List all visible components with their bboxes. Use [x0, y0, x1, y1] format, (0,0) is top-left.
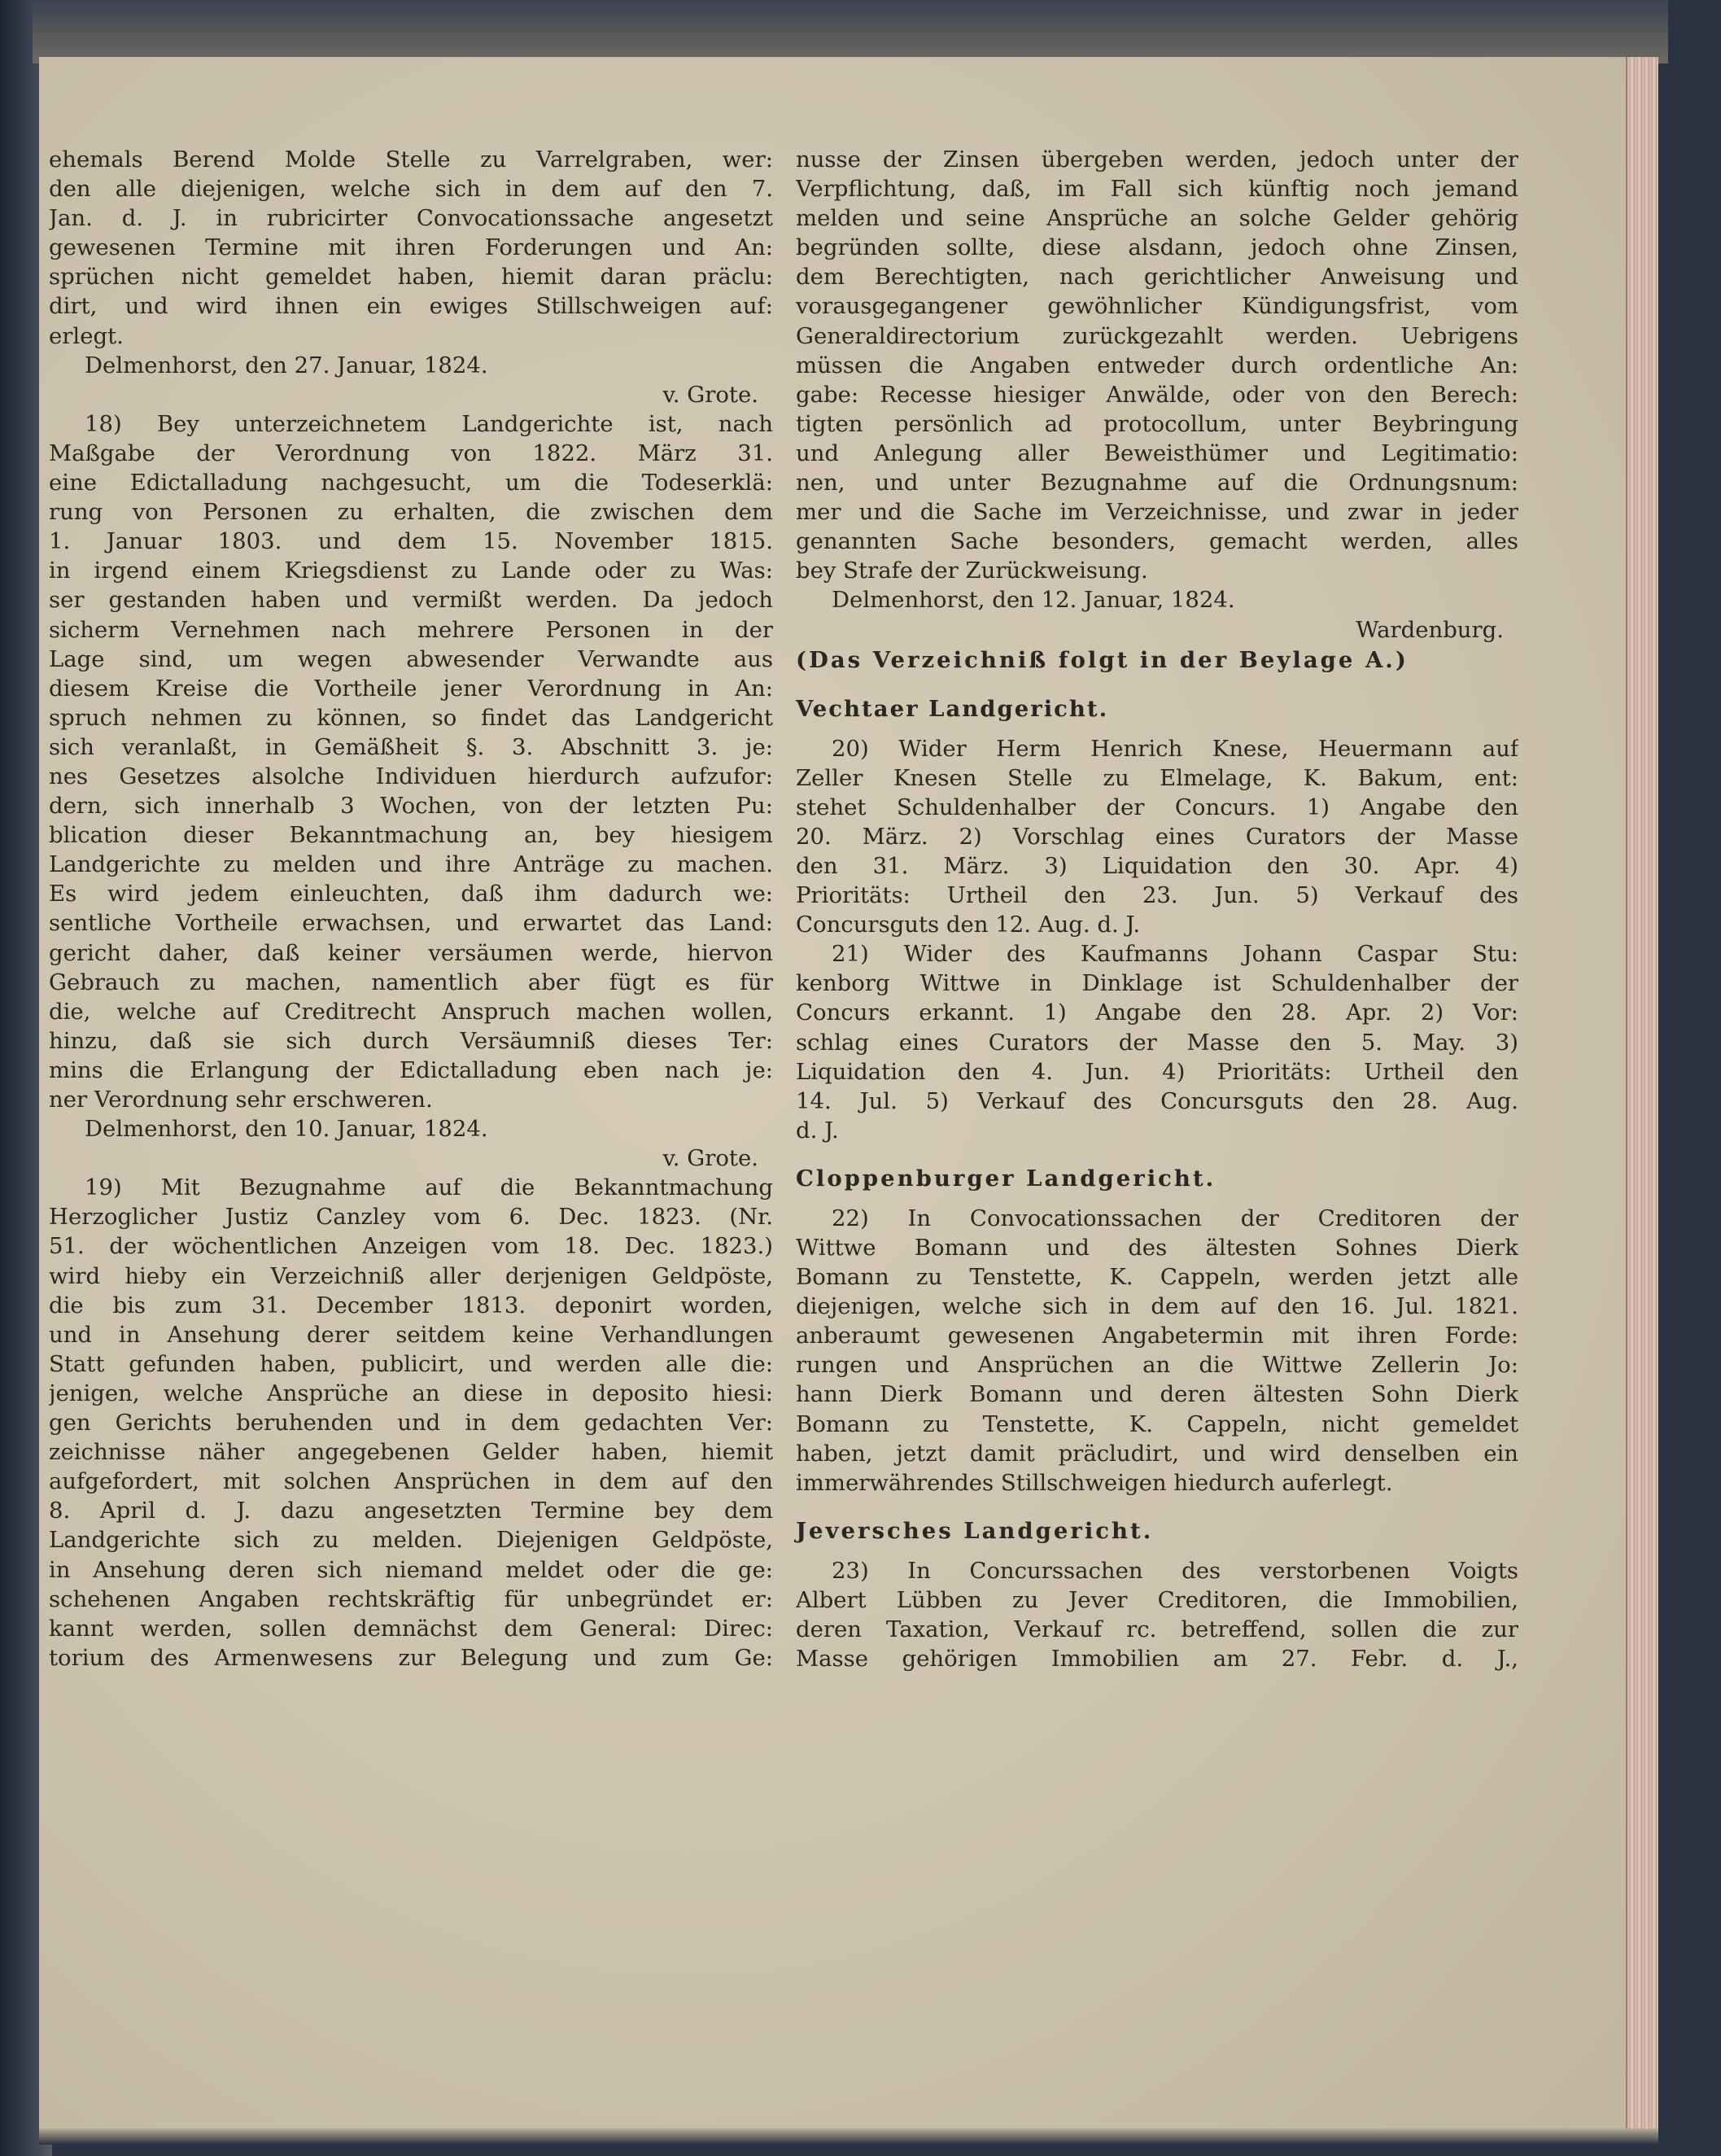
text-line: in Ansehung deren sich niemand meldet oder die ge:	[49, 1556, 773, 1583]
text-line: ehemals Berend Molde Stelle zu Varrelgraben, wer:	[49, 147, 773, 173]
text-line: Gebrauch zu machen, namentlich aber fügt es für	[49, 969, 773, 995]
place-date: Delmenhorst, den 27. Januar, 1824.	[85, 352, 488, 378]
text-line: 20. März. 2) Vorschlag eines Curators der Masse	[796, 823, 1518, 850]
text-line: melden und seine Ansprüche an solche Gelder gehörig	[796, 205, 1518, 232]
text-line: 20) Wider Herm Henrich Knese, Heuermann auf	[832, 735, 1518, 762]
text-line: diesem Kreise die Vortheile jener Verordnung in An:	[49, 675, 773, 702]
text-line: 21) Wider des Kaufmanns Johann Caspar Stu:	[832, 941, 1518, 968]
text-line: Bomann zu Tenstette, K. Cappeln, werden jetzt alle	[796, 1264, 1518, 1291]
text-line: 14. Jul. 5) Verkauf des Concursguts den 28. Aug.	[796, 1087, 1518, 1114]
text-line: mer und die Sache im Verzeichnisse, und zwar in jeder	[796, 499, 1518, 526]
text-line: müssen die Angaben entweder durch ordentliche An:	[796, 352, 1518, 378]
text-line: gewesenen Termine mit ihren Forderungen und An:	[49, 234, 773, 261]
text-line: Concursguts den 12. Aug. d. J.	[796, 912, 1141, 938]
text-line: erlegt.	[49, 322, 124, 349]
text-line: hinzu, daß sie sich durch Versäumniß dieses Ter:	[49, 1027, 773, 1054]
text-line: 1. Januar 1803. und dem 15. November 1815.	[49, 528, 773, 555]
text-line: aufgefordert, mit solchen Ansprüchen in dem auf den	[49, 1468, 773, 1495]
text-line: gericht daher, daß keiner versäumen werde, hiervon	[49, 939, 773, 966]
text-line: 22) In Convocationssachen der Creditoren der	[832, 1205, 1518, 1231]
text-line: rungen und Ansprüchen an die Wittwe Zellerin Jo:	[796, 1352, 1518, 1379]
text-line: d. J.	[796, 1117, 839, 1144]
text-line: kenborg Wittwe in Dinklage ist Schuldenhalber der	[796, 970, 1518, 997]
spacer	[796, 1546, 1518, 1556]
text-line: Albert Lübben zu Jever Creditoren, die Immobilien,	[796, 1586, 1518, 1613]
text-line: immerwährendes Stillschweigen hiedurch auferlegt.	[796, 1469, 1393, 1496]
place-date: Delmenhorst, den 12. Januar, 1824.	[832, 587, 1235, 614]
text-line: kannt werden, sollen demnächst dem General: Direc:	[49, 1615, 773, 1642]
paragraph-21	[796, 939, 1518, 1145]
document-page	[39, 57, 1658, 2145]
scan-background-top	[33, 0, 1668, 63]
spacer	[796, 724, 1518, 734]
spacer	[796, 1145, 1518, 1163]
text-line: Jan. d. J. in rubricirter Convocationssache angesetzt	[49, 205, 773, 232]
text-line: 8. April d. J. dazu angesetzten Termine bey dem	[49, 1498, 773, 1524]
text-line: schehenen Angaben rechtskräftig für unbegründet er:	[49, 1585, 773, 1612]
text-line: wird hieby ein Verzeichniß aller derjenigen Geldpöste,	[49, 1262, 773, 1289]
text-line: gen Gerichts beruhenden und in dem gedachten Ver:	[49, 1410, 773, 1437]
text-line: Landgerichte zu melden und ihre Anträge zu machen.	[49, 851, 773, 878]
text-line: ser gestanden haben und vermißt werden. Da jedoch	[49, 587, 773, 614]
text-line: und Anlegung aller Beweisthümer und Legitimatio:	[796, 440, 1518, 466]
text-line: sicherm Vernehmen nach mehrere Personen in der	[49, 616, 773, 643]
text-line: und in Ansehung derer seitdem keine Verhandlungen	[49, 1321, 773, 1348]
text-line: Wittwe Bomann und des ältesten Sohnes Dierk	[796, 1235, 1518, 1261]
text-line: den alle diejenigen, welche sich in dem auf den 7.	[49, 176, 773, 203]
spacer	[796, 676, 1518, 693]
page-bottom-edge	[39, 2128, 1658, 2145]
left-column	[49, 145, 773, 1673]
text-line: nes Gesetzes alsolche Individuen hierdurch aufzufor:	[49, 763, 773, 789]
page-edges	[1626, 57, 1658, 2145]
text-line: genannten Sache besonders, gemacht werden, alles	[796, 528, 1518, 555]
text-line: vorausgegangener gewöhnlicher Kündigungsfrist, vom	[796, 293, 1518, 320]
section-heading-cloppenburg: Cloppenburger Landgericht.	[796, 1165, 1216, 1192]
text-line: Maßgabe der Verordnung von 1822. März 31.	[49, 440, 773, 466]
right-column	[796, 145, 1518, 1673]
text-line: Liquidation den 4. Jun. 4) Prioritäts: Urtheil den	[796, 1058, 1518, 1085]
paragraph-18	[49, 409, 773, 1173]
text-line: bey Strafe der Zurückweisung.	[796, 558, 1148, 584]
spacer	[796, 1498, 1518, 1515]
paragraph-22	[796, 1204, 1518, 1498]
text-line: zeichnisse näher angegebenen Gelder haben, hiemit	[49, 1439, 773, 1466]
section-heading-vechta: Vechtaer Landgericht.	[796, 695, 1109, 722]
text-line: dem Berechtigten, nach gerichtlicher Anweisung und	[796, 264, 1518, 291]
text-line: begründen sollte, diese alsdann, jedoch ohne Zinsen,	[796, 234, 1518, 261]
signature: v. Grote.	[662, 381, 758, 408]
text-line: 23) In Concurssachen des verstorbenen Voigts	[832, 1557, 1518, 1584]
text-line: anberaumt gewesenen Angabetermin mit ihren Forde:	[796, 1323, 1518, 1349]
text-line: rung von Personen zu erhalten, die zwischen dem	[49, 499, 773, 526]
text-line: Es wird jedem einleuchten, daß ihm dadurch we:	[49, 881, 773, 907]
attachment-note: (Das Verzeichniß folgt in der Beylage A.)	[796, 646, 1409, 673]
text-line: Herzoglicher Justiz Canzley vom 6. Dec. 1823. (Nr.	[49, 1204, 773, 1231]
text-line: 18) Bey unterzeichnetem Landgerichte ist, nach	[85, 410, 773, 437]
section-heading-jever: Jeversches Landgericht.	[796, 1517, 1154, 1544]
text-line: haben, jetzt damit präcludirt, und wird denselben ein	[796, 1440, 1518, 1467]
text-line: nusse der Zinsen übergeben werden, jedoch unter der	[796, 147, 1518, 173]
text-line: torium des Armenwesens zur Belegung und zum Ge:	[49, 1644, 773, 1671]
signature: v. Grote.	[662, 1145, 758, 1172]
text-line: 19) Mit Bezugnahme auf die Bekanntmachung	[85, 1174, 773, 1201]
paragraph-continuation	[49, 145, 773, 409]
signature: Wardenburg.	[1356, 616, 1504, 643]
text-line: in irgend einem Kriegsdienst zu Lande oder zu Was:	[49, 558, 773, 584]
text-line: Masse gehörigen Immobilien am 27. Febr. d. J.,	[796, 1646, 1518, 1673]
text-line: nen, und unter Bezugnahme auf die Ordnungsnum:	[796, 470, 1518, 496]
text-line: den 31. März. 3) Liquidation den 30. Apr. 4)	[796, 852, 1518, 879]
text-line: sprüchen nicht gemeldet haben, hiemit daran präclu:	[49, 264, 773, 291]
text-line: Landgerichte sich zu melden. Diejenigen Geldpöste,	[49, 1527, 773, 1554]
text-line: Lage sind, um wegen abwesender Verwandte aus	[49, 645, 773, 672]
text-line: die bis zum 31. December 1813. deponirt worden,	[49, 1292, 773, 1319]
text-line: Verpflichtung, daß, im Fall sich künftig noch jemand	[796, 176, 1518, 203]
text-line: stehet Schuldenhalber der Concurs. 1) Angabe den	[796, 794, 1518, 820]
text-line: schlag eines Curators der Masse den 5. May. 3)	[796, 1029, 1518, 1056]
text-line: sich veranlaßt, in Gemäßheit §. 3. Abschnitt 3. je:	[49, 733, 773, 760]
text-line: Prioritäts: Urtheil den 23. Jun. 5) Verkauf des	[796, 882, 1518, 909]
text-line: Concurs erkannt. 1) Angabe den 28. Apr. 2) Vor:	[796, 999, 1518, 1026]
text-line: deren Taxation, Verkauf rc. betreffend, sollen die zur	[796, 1616, 1518, 1643]
text-line: tigten persönlich ad protocollum, unter Beybringung	[796, 410, 1518, 437]
paragraph-19	[49, 1173, 773, 1673]
text-line: dirt, und wird ihnen ein ewiges Stillschweigen auf:	[49, 293, 773, 320]
paragraph-20	[796, 734, 1518, 940]
paragraph-23	[796, 1556, 1518, 1673]
text-line: spruch nehmen zu können, so findet das Landgericht	[49, 704, 773, 731]
paragraph-continuation	[796, 145, 1518, 676]
place-date: Delmenhorst, den 10. Januar, 1824.	[85, 1116, 488, 1143]
text-line: die, welche auf Creditrecht Anspruch machen wollen,	[49, 998, 773, 1025]
text-line: 51. der wöchentlichen Anzeigen vom 18. Dec. 1823.)	[49, 1233, 773, 1260]
text-line: gabe: Recesse hiesiger Anwälde, oder von den Berech:	[796, 381, 1518, 408]
spacer	[796, 1194, 1518, 1204]
text-line: Zeller Knesen Stelle zu Elmelage, K. Bakum, ent:	[796, 764, 1518, 791]
text-line: jenigen, welche Ansprüche an diese in deposito hiesi:	[49, 1380, 773, 1406]
text-line: eine Edictalladung nachgesucht, um die Todeserklä:	[49, 470, 773, 496]
text-line: Bomann zu Tenstette, K. Cappeln, nicht gemeldet	[796, 1410, 1518, 1437]
text-line: Generaldirectorium zurückgezahlt werden. Uebrigens	[796, 322, 1518, 349]
text-line: diejenigen, welche sich in dem auf den 16. Jul. 1821.	[796, 1293, 1518, 1320]
text-line: blication dieser Bekanntmachung an, bey hiesigem	[49, 822, 773, 849]
text-line: ner Verordnung sehr erschweren.	[49, 1087, 433, 1113]
text-line: hann Dierk Bomann und deren ältesten Sohn Dierk	[796, 1381, 1518, 1408]
text-line: mins die Erlangung der Edictalladung eben nach je:	[49, 1056, 773, 1083]
text-line: sentliche Vortheile erwachsen, und erwartet das Land:	[49, 910, 773, 937]
text-line: Statt gefunden haben, publicirt, und werden alle die:	[49, 1350, 773, 1377]
text-line: dern, sich innerhalb 3 Wochen, von der letzten Pu:	[49, 793, 773, 820]
